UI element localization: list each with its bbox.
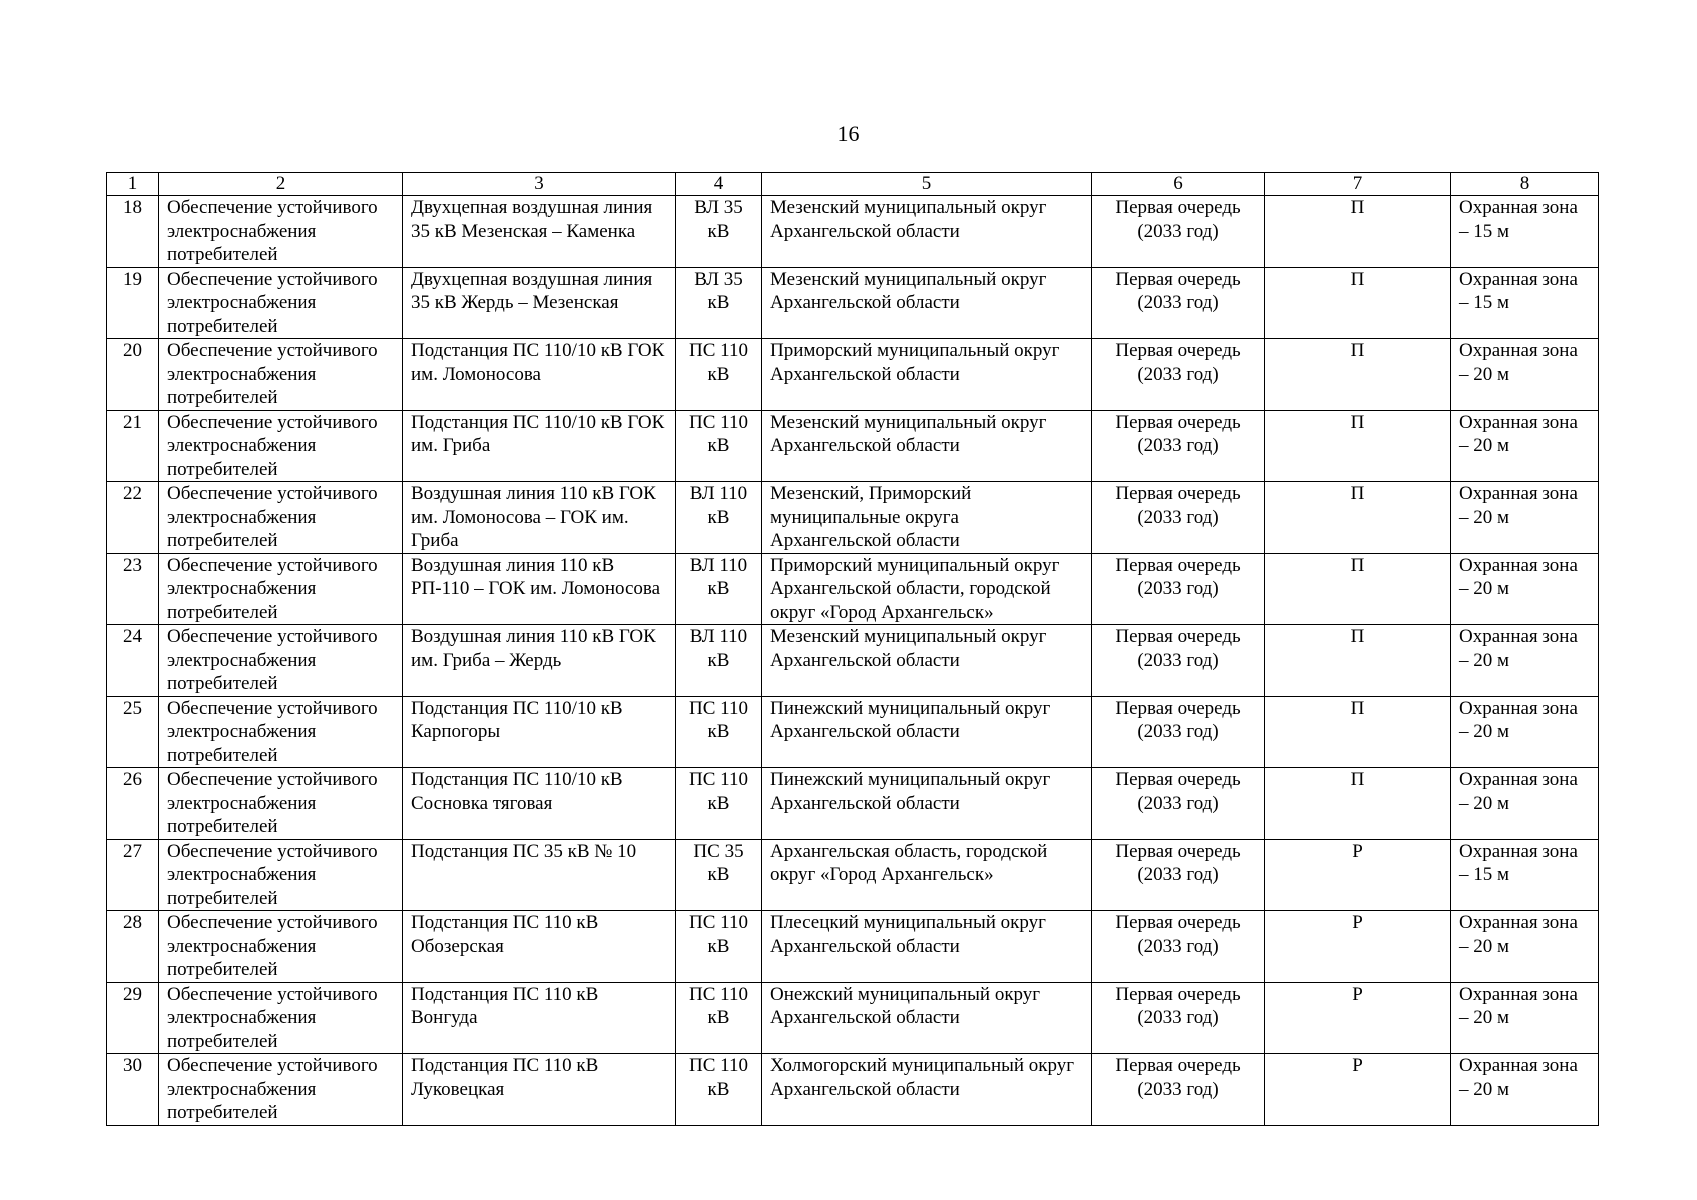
zone-cell: Охранная зона – 20 м	[1451, 1054, 1599, 1126]
row-number-cell: 30	[107, 1054, 159, 1126]
location-cell: Приморский муниципальный округ Архангельской области, городской округ «Город Архангельск»	[762, 553, 1092, 625]
row-number-cell: 29	[107, 982, 159, 1054]
status-cell: П	[1265, 339, 1451, 411]
purpose-cell: Обеспечение устойчивого электроснабжения потребителей	[159, 839, 403, 911]
zone-cell: Охранная зона – 20 м	[1451, 911, 1599, 983]
stage-cell: Первая очередь (2033 год)	[1092, 839, 1265, 911]
stage-cell: Первая очередь (2033 год)	[1092, 553, 1265, 625]
location-cell: Архангельская область, городской округ «Город Архангельск»	[762, 839, 1092, 911]
stage-cell: Первая очередь (2033 год)	[1092, 768, 1265, 840]
purpose-cell: Обеспечение устойчивого электроснабжения потребителей	[159, 768, 403, 840]
stage-cell: Первая очередь (2033 год)	[1092, 625, 1265, 697]
status-cell: Р	[1265, 911, 1451, 983]
object-type-cell: ПС 110 кВ	[676, 696, 762, 768]
table-row	[107, 410, 1599, 482]
table-row	[107, 1054, 1599, 1126]
row-number-cell: 25	[107, 696, 159, 768]
purpose-cell: Обеспечение устойчивого электроснабжения потребителей	[159, 339, 403, 411]
column-header: 1	[107, 173, 159, 196]
object-name-cell: Подстанция ПС 110 кВ Вонгуда	[403, 982, 676, 1054]
row-number-cell: 23	[107, 553, 159, 625]
row-number-cell: 27	[107, 839, 159, 911]
zone-cell: Охранная зона – 20 м	[1451, 553, 1599, 625]
location-cell: Приморский муниципальный округ Архангельской области	[762, 339, 1092, 411]
zone-cell: Охранная зона – 20 м	[1451, 768, 1599, 840]
object-type-cell: ПС 110 кВ	[676, 1054, 762, 1126]
table-row	[107, 982, 1599, 1054]
object-type-cell: ВЛ 110 кВ	[676, 553, 762, 625]
purpose-cell: Обеспечение устойчивого электроснабжения потребителей	[159, 982, 403, 1054]
stage-cell: Первая очередь (2033 год)	[1092, 196, 1265, 268]
zone-cell: Охранная зона – 15 м	[1451, 839, 1599, 911]
location-cell: Мезенский, Приморский муниципальные округа Архангельской области	[762, 482, 1092, 554]
status-cell: Р	[1265, 982, 1451, 1054]
location-cell: Мезенский муниципальный округ Архангельской области	[762, 267, 1092, 339]
table-header-row	[107, 173, 1599, 196]
table-row	[107, 339, 1599, 411]
object-name-cell: Двухцепная воздушная линия 35 кВ Жердь – Мезенская	[403, 267, 676, 339]
object-name-cell: Воздушная линия 110 кВ ГОК им. Гриба – Жердь	[403, 625, 676, 697]
purpose-cell: Обеспечение устойчивого электроснабжения потребителей	[159, 410, 403, 482]
row-number-cell: 28	[107, 911, 159, 983]
stage-cell: Первая очередь (2033 год)	[1092, 482, 1265, 554]
column-header: 2	[159, 173, 403, 196]
row-number-cell: 18	[107, 196, 159, 268]
table-row	[107, 553, 1599, 625]
object-name-cell: Воздушная линия 110 кВ РП-110 – ГОК им. Ломоносова	[403, 553, 676, 625]
status-cell: П	[1265, 410, 1451, 482]
status-cell: П	[1265, 482, 1451, 554]
stage-cell: Первая очередь (2033 год)	[1092, 911, 1265, 983]
row-number-cell: 20	[107, 339, 159, 411]
object-type-cell: ПС 35 кВ	[676, 839, 762, 911]
location-cell: Пинежский муниципальный округ Архангельской области	[762, 696, 1092, 768]
table-row	[107, 196, 1599, 268]
purpose-cell: Обеспечение устойчивого электроснабжения потребителей	[159, 267, 403, 339]
purpose-cell: Обеспечение устойчивого электроснабжения потребителей	[159, 625, 403, 697]
data-table	[106, 172, 1599, 1126]
location-cell: Мезенский муниципальный округ Архангельской области	[762, 625, 1092, 697]
status-cell: Р	[1265, 1054, 1451, 1126]
location-cell: Мезенский муниципальный округ Архангельской области	[762, 196, 1092, 268]
object-name-cell: Подстанция ПС 110 кВ Обозерская	[403, 911, 676, 983]
object-name-cell: Подстанция ПС 110 кВ Луковецкая	[403, 1054, 676, 1126]
purpose-cell: Обеспечение устойчивого электроснабжения потребителей	[159, 696, 403, 768]
stage-cell: Первая очередь (2033 год)	[1092, 1054, 1265, 1126]
page-number: 16	[837, 121, 860, 146]
zone-cell: Охранная зона – 20 м	[1451, 625, 1599, 697]
row-number-cell: 26	[107, 768, 159, 840]
column-header: 5	[762, 173, 1092, 196]
location-cell: Онежский муниципальный округ Архангельской области	[762, 982, 1092, 1054]
object-type-cell: ВЛ 110 кВ	[676, 482, 762, 554]
status-cell: П	[1265, 267, 1451, 339]
purpose-cell: Обеспечение устойчивого электроснабжения потребителей	[159, 553, 403, 625]
object-type-cell: ПС 110 кВ	[676, 768, 762, 840]
object-type-cell: ПС 110 кВ	[676, 982, 762, 1054]
column-header: 6	[1092, 173, 1265, 196]
stage-cell: Первая очередь (2033 год)	[1092, 982, 1265, 1054]
row-number-cell: 19	[107, 267, 159, 339]
status-cell: П	[1265, 196, 1451, 268]
object-name-cell: Двухцепная воздушная линия 35 кВ Мезенская – Каменка	[403, 196, 676, 268]
zone-cell: Охранная зона – 15 м	[1451, 267, 1599, 339]
table-row	[107, 911, 1599, 983]
column-header: 4	[676, 173, 762, 196]
status-cell: П	[1265, 768, 1451, 840]
object-type-cell: ПС 110 кВ	[676, 339, 762, 411]
row-number-cell: 22	[107, 482, 159, 554]
location-cell: Плесецкий муниципальный округ Архангельской области	[762, 911, 1092, 983]
object-type-cell: ПС 110 кВ	[676, 410, 762, 482]
table-row	[107, 267, 1599, 339]
table-row	[107, 696, 1599, 768]
row-number-cell: 21	[107, 410, 159, 482]
object-type-cell: ПС 110 кВ	[676, 911, 762, 983]
table-row	[107, 768, 1599, 840]
object-name-cell: Подстанция ПС 110/10 кВ Сосновка тяговая	[403, 768, 676, 840]
location-cell: Мезенский муниципальный округ Архангельской области	[762, 410, 1092, 482]
column-header: 7	[1265, 173, 1451, 196]
column-header: 3	[403, 173, 676, 196]
stage-cell: Первая очередь (2033 год)	[1092, 339, 1265, 411]
table-row	[107, 839, 1599, 911]
object-type-cell: ВЛ 35 кВ	[676, 267, 762, 339]
zone-cell: Охранная зона – 20 м	[1451, 696, 1599, 768]
stage-cell: Первая очередь (2033 год)	[1092, 696, 1265, 768]
column-header: 8	[1451, 173, 1599, 196]
table-row	[107, 625, 1599, 697]
stage-cell: Первая очередь (2033 год)	[1092, 410, 1265, 482]
purpose-cell: Обеспечение устойчивого электроснабжения потребителей	[159, 196, 403, 268]
status-cell: П	[1265, 625, 1451, 697]
object-type-cell: ВЛ 110 кВ	[676, 625, 762, 697]
location-cell: Холмогорский муниципальный округ Архангельской области	[762, 1054, 1092, 1126]
zone-cell: Охранная зона – 15 м	[1451, 196, 1599, 268]
object-name-cell: Подстанция ПС 35 кВ № 10	[403, 839, 676, 911]
object-name-cell: Подстанция ПС 110/10 кВ ГОК им. Гриба	[403, 410, 676, 482]
purpose-cell: Обеспечение устойчивого электроснабжения потребителей	[159, 1054, 403, 1126]
status-cell: П	[1265, 553, 1451, 625]
purpose-cell: Обеспечение устойчивого электроснабжения потребителей	[159, 482, 403, 554]
object-name-cell: Воздушная линия 110 кВ ГОК им. Ломоносова – ГОК им. Гриба	[403, 482, 676, 554]
table-row	[107, 482, 1599, 554]
status-cell: П	[1265, 696, 1451, 768]
object-type-cell: ВЛ 35 кВ	[676, 196, 762, 268]
zone-cell: Охранная зона – 20 м	[1451, 482, 1599, 554]
object-name-cell: Подстанция ПС 110/10 кВ Карпогоры	[403, 696, 676, 768]
row-number-cell: 24	[107, 625, 159, 697]
location-cell: Пинежский муниципальный округ Архангельской области	[762, 768, 1092, 840]
zone-cell: Охранная зона – 20 м	[1451, 982, 1599, 1054]
stage-cell: Первая очередь (2033 год)	[1092, 267, 1265, 339]
zone-cell: Охранная зона – 20 м	[1451, 339, 1599, 411]
object-name-cell: Подстанция ПС 110/10 кВ ГОК им. Ломоносова	[403, 339, 676, 411]
zone-cell: Охранная зона – 20 м	[1451, 410, 1599, 482]
status-cell: Р	[1265, 839, 1451, 911]
purpose-cell: Обеспечение устойчивого электроснабжения потребителей	[159, 911, 403, 983]
